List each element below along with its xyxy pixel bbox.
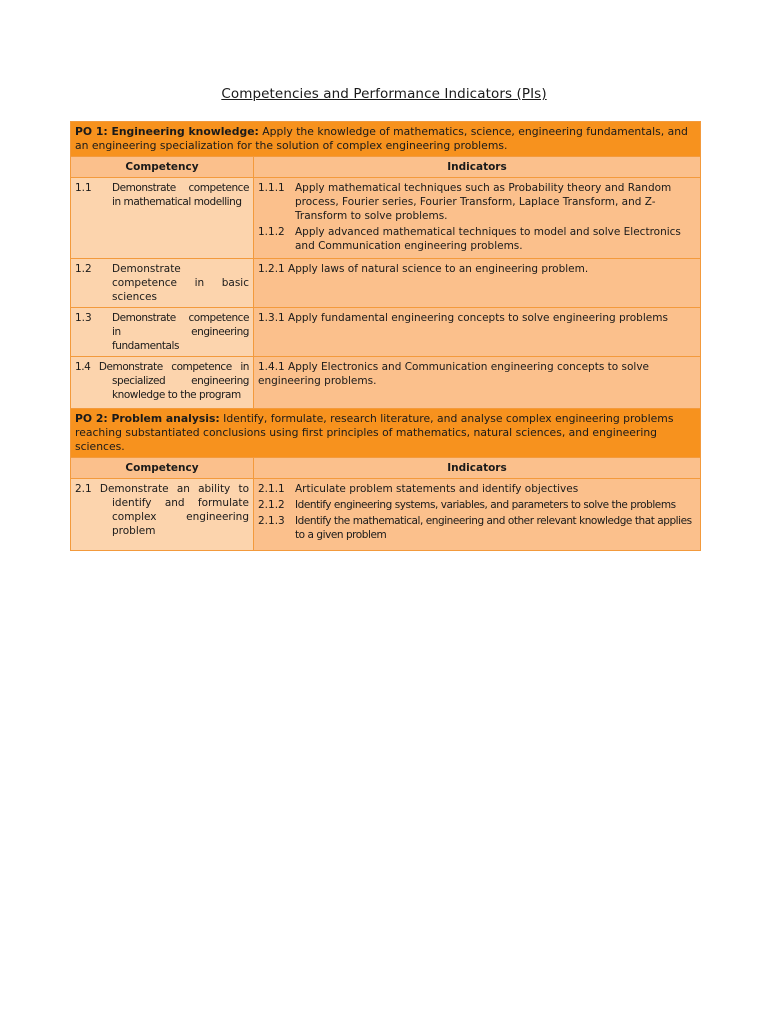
po2-text: Identify, formulate, research literature, and analyse complex engineering problems reaching substantiated conclusions using first principles of mathematics, natural sciences, and engineering sciences. (75, 412, 674, 453)
po1-text: Apply the knowledge of mathematics, science, engineering fundamentals, and an engineering specialization for the solution of complex engineering problems. (75, 125, 688, 152)
competency-cell (71, 178, 254, 259)
page-title: Competencies and Performance Indicators (PIs) (221, 86, 547, 102)
indicator-text: 1.3.1 Apply fundamental engineering concepts to solve engineering problems (258, 312, 668, 324)
indicator-number: 2.1.1 (258, 483, 285, 495)
competency-header: Competency (71, 157, 254, 178)
indicator-item (258, 181, 696, 223)
competency-table (70, 121, 701, 551)
indicator-text: Identify engineering systems, variables, and parameters to solve the problems (295, 499, 676, 511)
indicator-item (258, 482, 696, 496)
po1-column-headers (71, 157, 701, 178)
po2-label: PO 2: Problem analysis: (75, 412, 220, 425)
indicators-cell (254, 178, 701, 259)
indicator-item (258, 514, 696, 542)
indicator-text: Articulate problem statements and identify objectives (295, 483, 579, 495)
indicator-item (258, 498, 696, 512)
table-row (71, 178, 701, 259)
indicator-item (258, 225, 696, 253)
indicators-header: Indicators (254, 157, 701, 178)
competency-header: Competency (71, 458, 254, 479)
competency-cell (71, 357, 254, 409)
competency-text: 2.1 Demonstrate an ability to identify and formulate complex engineering problem (75, 483, 249, 537)
indicator-text: 1.4.1 Apply Electronics and Communication engineering concepts to solve engineering problems. (258, 361, 649, 387)
po2-column-headers (71, 458, 701, 479)
indicator-text: Identify the mathematical, engineering and other relevant knowledge that applies to a given problem (295, 515, 692, 541)
competency-cell (71, 259, 254, 308)
indicators-cell (254, 479, 701, 551)
indicator-text: Apply advanced mathematical techniques to model and solve Electronics and Communication engineering problems. (295, 226, 681, 252)
competency-number: 1.2 (75, 263, 92, 275)
competency-number: 1.3 (75, 312, 92, 324)
indicator-text: Apply mathematical techniques such as Probability theory and Random process, Fourier series, Fourier Transform, Laplace Transform, and Z-Transform to solve problems. (295, 182, 672, 222)
indicators-cell (254, 308, 701, 357)
table-row (71, 357, 701, 409)
indicator-number: 1.1.1 (258, 182, 285, 194)
po1-label: PO 1: Engineering knowledge: (75, 125, 259, 138)
po2-header-row (71, 409, 701, 458)
competency-number: 1.1 (75, 182, 92, 194)
competency-cell (71, 308, 254, 357)
indicator-number: 2.1.2 (258, 499, 285, 511)
indicators-cell (254, 357, 701, 409)
competency-text: 1.4 Demonstrate competence in specialized engineering knowledge to the program (75, 361, 249, 401)
competency-cell (71, 479, 254, 551)
table-row (71, 479, 701, 551)
competency-text: Demonstrate competence in mathematical modelling (112, 182, 249, 208)
po1-header-row (71, 122, 701, 157)
table-row (71, 308, 701, 357)
competency-text: Demonstrate competence in basic sciences (112, 263, 249, 303)
indicator-text: 1.2.1 Apply laws of natural science to an engineering problem. (258, 263, 589, 275)
indicators-cell (254, 259, 701, 308)
indicator-number: 1.1.2 (258, 226, 285, 238)
indicators-header: Indicators (254, 458, 701, 479)
table-row (71, 259, 701, 308)
po2-description (71, 409, 701, 458)
competency-text: Demonstrate competence in engineering fundamentals (112, 312, 249, 352)
po1-description (71, 122, 701, 157)
indicator-number: 2.1.3 (258, 515, 285, 527)
